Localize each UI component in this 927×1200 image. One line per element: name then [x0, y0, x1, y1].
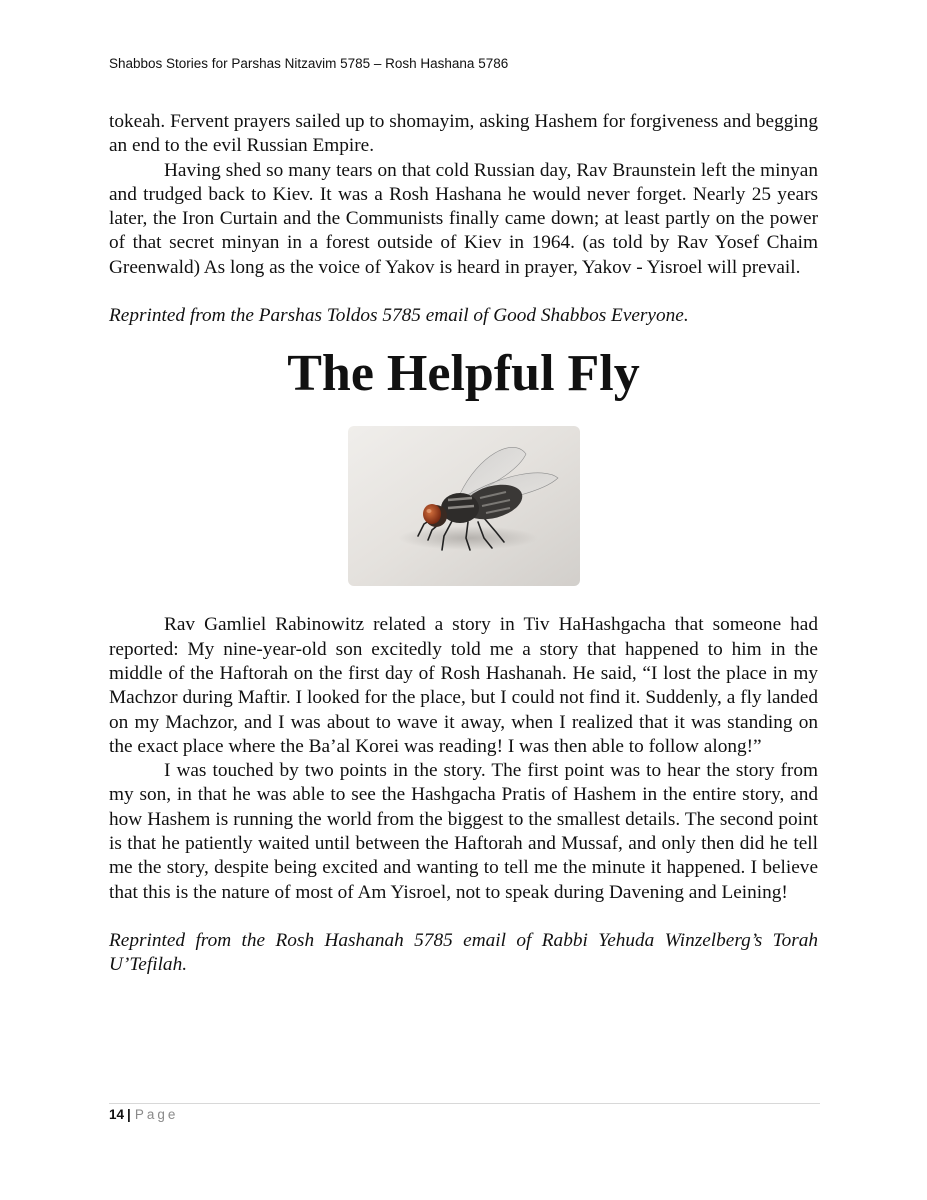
- running-header: Shabbos Stories for Parshas Nitzavim 5785 – Rosh Hashana 5786: [109, 56, 509, 71]
- story1-reprint-credit: Reprinted from the Parshas Toldos 5785 email of Good Shabbos Everyone.: [109, 305, 689, 327]
- story1-paragraph-1: tokeah. Fervent prayers sailed up to shomayim, asking Hashem for forgiveness and begging an end to the evil Russian Empire.: [109, 111, 818, 157]
- story2-paragraph-1: Rav Gamliel Rabinowitz related a story in Tiv HaHashgacha that someone had reported: My nine-year-old son excitedly told me a story that happened to him in the middle of the Haftorah on the first day of Rosh Hashanah. He said, “I lost the place in my Machzor during Maftir. I looked for the place, but I could not find it. Suddenly, a fly landed on my Machzor, and I was about to wave it away, when I realized that it was standing on the exact place where the Ba’al Korei was reading! I was then able to follow along!”: [109, 614, 818, 757]
- footer-divider: [109, 1103, 820, 1104]
- page-number: 14: [109, 1107, 125, 1122]
- page-content: [109, 110, 818, 978]
- story1-paragraph-2: Having shed so many tears on that cold Russian day, Rav Braunstein left the minyan and trudged back to Kiev. It was a Rosh Hashana he would never forget. Nearly 25 years later, the Iron Curtain and the Communists finally came down; at least partly on the power of that secret minyan in a forest outside of Kiev in 1964. (as told by Rav Yosef Chaim Greenwald) As long as the voice of Yakov is heard in prayer, Yakov - Yisroel will prevail.: [109, 159, 818, 278]
- page-footer: [109, 1107, 178, 1122]
- story-title: The Helpful Fly: [287, 345, 640, 403]
- story2-paragraph-2: I was touched by two points in the story. The first point was to hear the story from my son, in that he was able to see the Hashgacha Pratis of Hashem in the entire story, and how Hashem is running the world from the biggest to the smallest details. The second point is that he patiently waited until between the Haftorah and Mussaf, and only then did he tell me the story, despite being excited and wanting to tell me the minute it happened. I believe that this is the nature of most of Am Yisroel, not to speak during Davening and Leining!: [109, 760, 818, 903]
- story2-reprint-credit: Reprinted from the Rosh Hashanah 5785 email of Rabbi Yehuda Winzelberg’s Torah U’Tefilah.: [109, 929, 818, 976]
- housefly-photo-icon: [348, 426, 580, 586]
- page-label: Page: [134, 1107, 179, 1122]
- footer-separator: |: [127, 1107, 131, 1122]
